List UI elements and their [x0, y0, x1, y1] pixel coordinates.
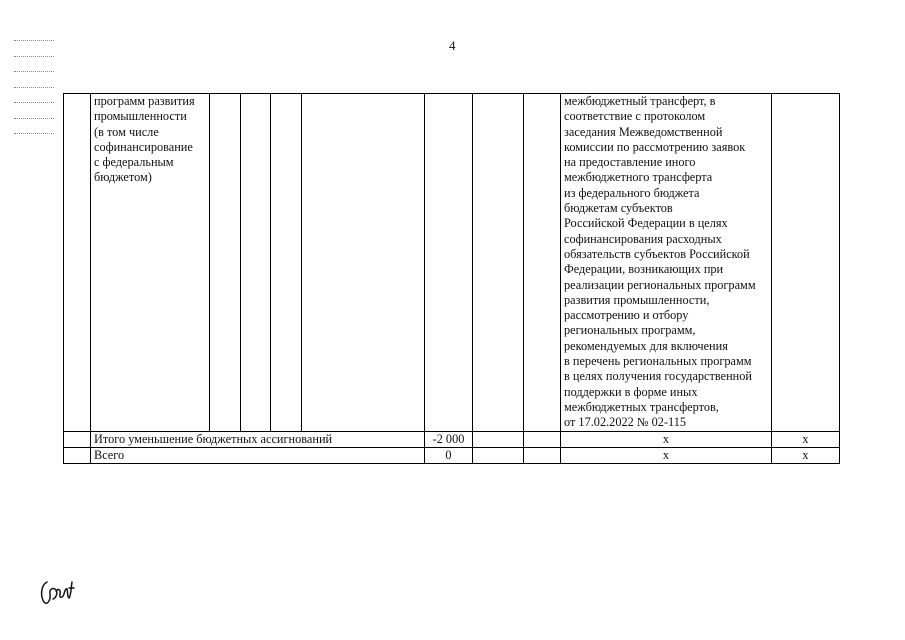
total-mark: x: [561, 447, 772, 463]
cell-code: [241, 94, 271, 432]
total-mark: x: [772, 447, 840, 463]
total-decrease-mark: x: [561, 431, 772, 447]
total-decrease-amount: -2 000: [425, 431, 473, 447]
budget-table: [63, 93, 840, 464]
total-label: Всего: [91, 447, 425, 463]
side-stamp: [14, 40, 54, 135]
table-row-total-decrease: [64, 431, 840, 447]
stamp-line: [14, 87, 54, 89]
cell-amount: [473, 94, 524, 432]
total-amount: 0: [425, 447, 473, 463]
stamp-line: [14, 118, 54, 120]
total-decrease-mark: x: [772, 431, 840, 447]
cell-code: [271, 94, 302, 432]
stamp-line: [14, 40, 54, 42]
cell-program-name: программ развития промышленности (в том числе софинансирование с федеральным бюджетом): [91, 94, 210, 432]
cell-amount: [425, 94, 473, 432]
table-row-program: [64, 94, 840, 432]
stamp-line: [14, 71, 54, 73]
cell-note: [772, 94, 840, 432]
cell-index: [64, 94, 91, 432]
page-number: 4: [449, 38, 456, 53]
cell-code: [302, 94, 425, 432]
stamp-line: [14, 133, 54, 135]
total-decrease-label: Итого уменьшение бюджетных ассигнований: [91, 431, 425, 447]
cell-amount: [473, 431, 524, 447]
cell-index: [64, 431, 91, 447]
cell-amount: [524, 431, 561, 447]
cell-amount: [524, 94, 561, 432]
table-row-total: [64, 447, 840, 463]
cell-amount: [524, 447, 561, 463]
stamp-line: [14, 102, 54, 104]
cell-code: [210, 94, 241, 432]
handwritten-signature: [38, 578, 80, 608]
cell-justification: межбюджетный трансферт, в соответствие с протоколом заседания Межведомственной комиссии по рассмотрению заявок на предоставление иного межбюджетного трансферта из федерального бюджета бюджетам субъектов Российской Федерации в целях софинансирования расходных обязательств субъектов Российской Федерации, возникающих при реализации региональных программ развития промышленности, рассмотрению и отбору региональных программ, рекомендуемых для включения в перечень региональных программ в целях получения государственной поддержки в форме иных межбюджетных трансфертов, от 17.02.2022 № 02-115: [561, 94, 772, 432]
cell-index: [64, 447, 91, 463]
cell-amount: [473, 447, 524, 463]
stamp-line: [14, 56, 54, 58]
